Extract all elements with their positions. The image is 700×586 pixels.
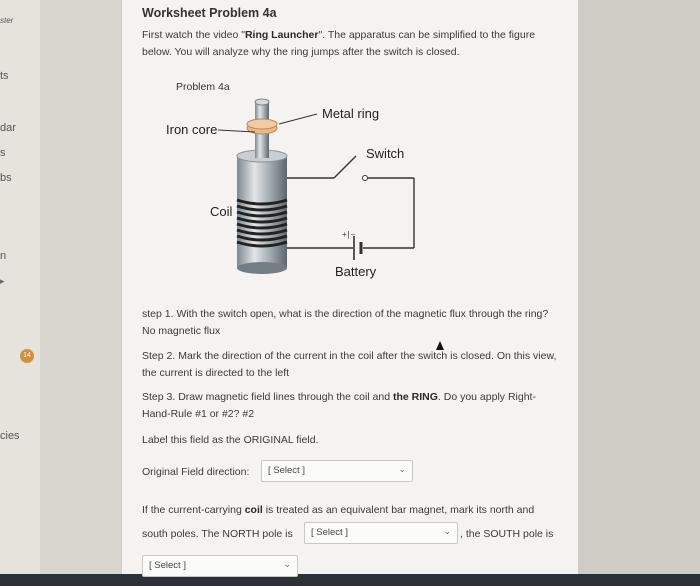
iron-core-top	[255, 99, 269, 105]
figure-caption: Problem 4a	[176, 81, 230, 93]
north-pole-label: south poles. The NORTH pole is	[142, 528, 293, 540]
ring-launcher-figure	[142, 78, 562, 288]
sidebar-item-semester[interactable]: ster	[0, 16, 14, 25]
page-margin	[578, 0, 700, 574]
sidebar-item-resources[interactable]: cies	[0, 430, 20, 442]
switch-contact	[363, 176, 368, 181]
sidebar-arrow-icon: ▸	[0, 276, 5, 286]
original-field-label: Original Field direction:	[142, 466, 250, 478]
metal-ring-top	[247, 119, 277, 129]
metal-ring-leader	[279, 114, 317, 124]
intro-paragraph: First watch the video "Ring Launcher". The apparatus can be simplified to the figure below. You will analyze why the ring jumps after the switch is closed.	[142, 29, 536, 58]
page-title: Worksheet Problem 4a	[142, 6, 277, 20]
coil-bottom	[237, 262, 287, 274]
south-pole-select[interactable]: [ Select ] ⌄	[142, 555, 298, 577]
notification-badge: 14	[20, 349, 34, 363]
sidebar-item-calendar[interactable]: dar	[0, 122, 16, 134]
taskbar	[0, 574, 700, 586]
battery-polarity: +|–	[342, 230, 357, 239]
coil-label: Coil	[210, 204, 233, 219]
sidebar-item-assignments[interactable]: ts	[0, 70, 9, 82]
step-3: Step 3. Draw magnetic field lines through the coil and the RING. Do you apply Right-Hand-Rule #1 or #2? #2	[142, 391, 536, 420]
step-2: Step 2. Mark the direction of the current in the coil after the switch is closed. On this view, the current is directed to the left	[142, 350, 557, 379]
coil-body	[237, 156, 287, 268]
metal-ring-label: Metal ring	[322, 106, 380, 121]
sidebar-item-modules[interactable]: s	[0, 147, 6, 159]
switch-blade[interactable]	[334, 156, 356, 178]
label-field-instruction: Label this field as the ORIGINAL field.	[142, 434, 319, 446]
chevron-down-icon: ⌄	[283, 559, 291, 569]
switch-label: Switch	[366, 146, 405, 161]
original-field-select[interactable]: [ Select ] ⌄	[261, 460, 413, 482]
battery-label: Battery	[335, 264, 377, 279]
north-pole-select[interactable]: [ Select ] ⌄	[304, 522, 458, 544]
course-sidebar	[0, 0, 40, 586]
sidebar-item-inbox[interactable]: n	[0, 250, 7, 262]
mouse-cursor-icon	[436, 341, 444, 350]
step-1: step 1. With the switch open, what is the direction of the magnetic flux through the ring? No magnetic flux	[142, 308, 549, 337]
sidebar-item-grades[interactable]: bs	[0, 172, 12, 184]
iron-core-label: Iron core	[166, 122, 218, 137]
bar-magnet-paragraph: If the current-carrying coil is treated as an equivalent bar magnet, mark its north and	[142, 504, 535, 516]
south-pole-label: , the SOUTH pole is	[460, 528, 554, 540]
chevron-down-icon: ⌄	[398, 464, 406, 474]
chevron-down-icon: ⌄	[443, 526, 451, 536]
